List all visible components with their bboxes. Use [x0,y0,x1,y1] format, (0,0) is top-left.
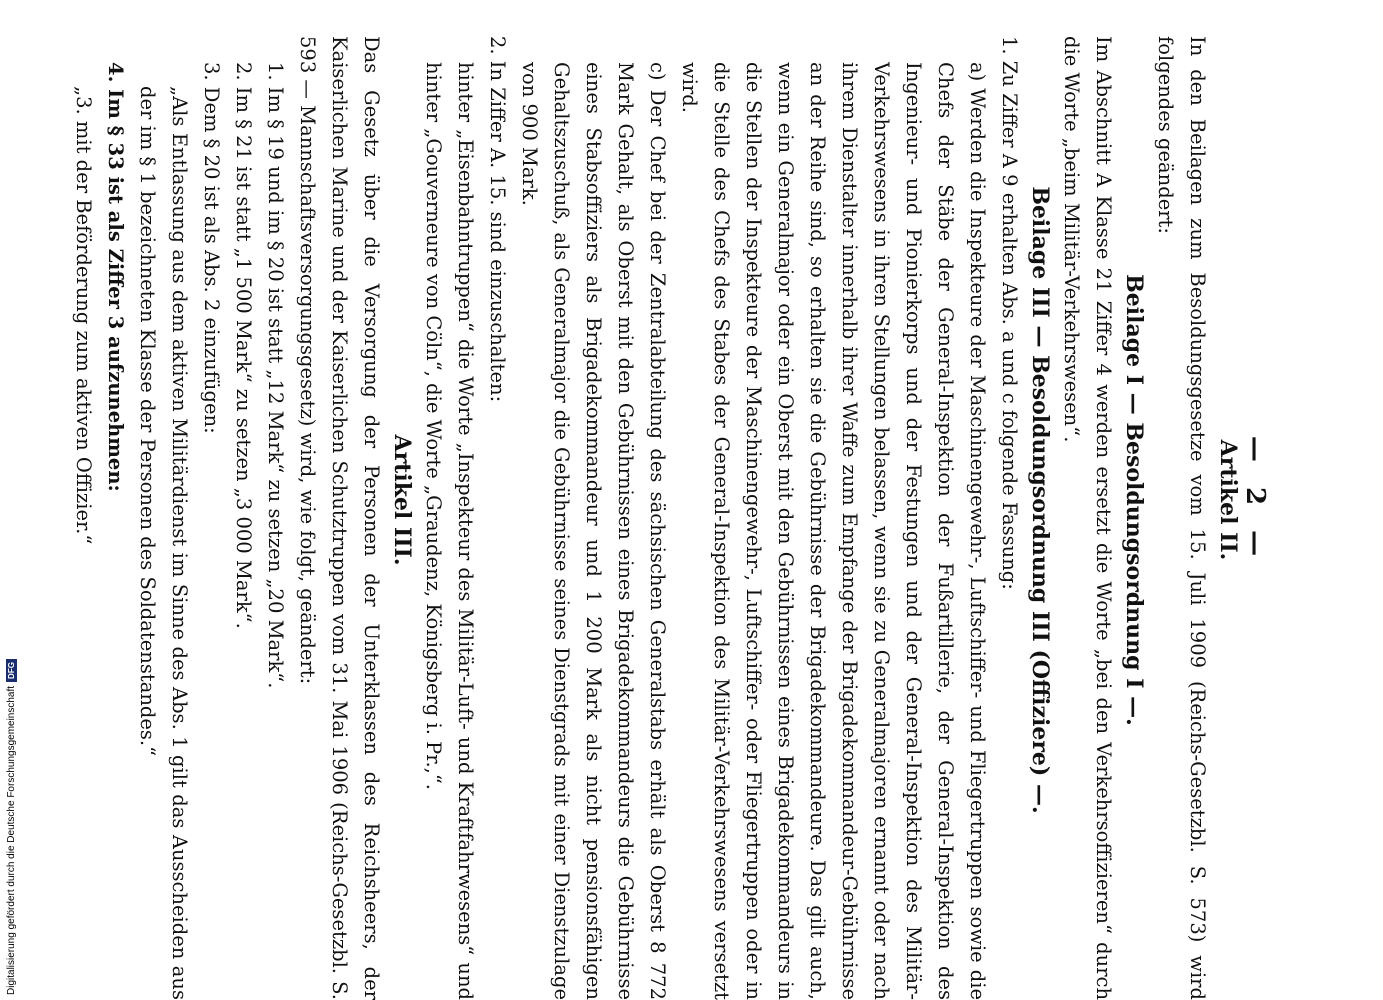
paragraph: c) Der Chef bei der Zentralabteilung des sächsischen Generalstabs erhält als Oberst 8 772 Mark Gehalt, als Oberst mit den Gebührnissen eines Brigadekommandeurs die Gebührnisse eines Stabsoffiziers als Brigadekommandeur und 1 200 Mark als nicht pensionsfähigen Gehaltszuschuß, als Generalmajor die Gebührnisse seines Dienstgrads mit einer Dienstzulage von 900 Mark. [518,62,669,1000]
paragraph: In den Beilagen zum Besoldungsgesetze vom 15. Juli 1909 (Reichs-Gesetzbl. S. 573) wird folgendes geändert: [1154,36,1209,1000]
paragraph: 2. Im § 21 ist statt „1 500 Mark“ zu setzen „3 000 Mark“. [232,62,255,629]
paragraph: hinter „Eisenbahntruppen“ die Worte „Inspekteur des Militär-Luft- und Kraftfahrwesens“ und hinter „Gouverneure von Cöln“, die Worte „Graudenz, Königsberg i. Pr.,“. [422,62,477,1000]
paragraph: Das Gesetz über die Versorgung der Personen der Unterklassen des Reichsheers, der Kaiserlichen Marine und der Kaiserlichen Schutztruppen vom 31. Mai 1906 (Reichs-Gesetzbl. S. 593 — Mannschaftsversorgungsgesetz) wird, wie folgt, geändert: [296,36,383,1000]
section-heading: Artikel III. [389,434,415,566]
paragraph: a) Werden die Inspekteure der Maschinengewehr-, Luftschiffer- und Fliegertruppen sowie die Chefs der Stäbe der General-Inspektion der Fußartillerie, der General-Inspektion des Ingenieur- und Pionierkorps und der Festungen und der General-Inspektion des Militär-Verkehrswesens in ihren Stellungen belassen, wenn sie zu Generalmajoren ernannt oder nach ihrem Dienstalter innerhalb ihrer Waffe zum Empfange der Brigadekommandeur-Gebührnisse an der Reihe sind, so erhalten sie die Gebührnisse der Brigadekommandeure. Das gilt auch, wenn ein Generalmajor oder ein Oberst mit den Gebührnissen eines Brigadekommandeurs in die Stellen der Inspekteure der Maschinengewehr-, Luftschiffer- oder Fliegertruppen oder in die Stelle des Chefs des Stabes der General-Inspektion des Militär-Verkehrswesens versetzt wird. [678,62,989,1000]
funding-note-text: Digitalisierung gefördert durch die Deutsche Forschungsgemeinschaft [6,685,17,995]
paragraph: 3. Dem § 20 ist als Abs. 2 einzufügen: [200,62,223,434]
paragraph: Im Abschnitt A Klasse 21 Ziffer 4 werden ersetzt die Worte „bei den Verkehrsoffizieren“ durch die Worte „beim Militär-Verkehrswesen“. [1060,36,1115,1000]
paragraph: „Als Entlassung aus dem aktiven Militärdienst im Sinne des Abs. 1 gilt das Ausscheiden aus der im § 1 bezeichneten Klasse der Personen des Soldatenstandes.“ [136,86,191,1000]
page-number: — 2 — [1240,435,1270,565]
funding-note [6,659,17,995]
document-body [67,0,1243,1000]
paragraph: „3. mit der Beförderung zum aktiven Offizier.“ [72,86,95,545]
paragraph: 4. Im § 33 ist als Ziffer 3 aufzunehmen: [104,62,127,492]
dfg-logo: DFG [6,659,17,682]
paragraph: 1. Im § 19 und im § 20 ist statt „12 Mark“ zu setzen „20 Mark“. [264,62,287,689]
section-heading: Beilage I — Besoldungsordnung I —. [1121,274,1147,726]
paragraph: 2. In Ziffer A. 15. sind einzuschalten: [486,36,509,403]
paragraph: 1. Zu Ziffer A 9 erhalten Abs. a und c folgende Fassung: [998,36,1021,590]
section-heading: Beilage III — Besoldungsordnung III (Offiziere) —. [1027,186,1053,814]
section-heading: Artikel II. [1215,439,1241,561]
